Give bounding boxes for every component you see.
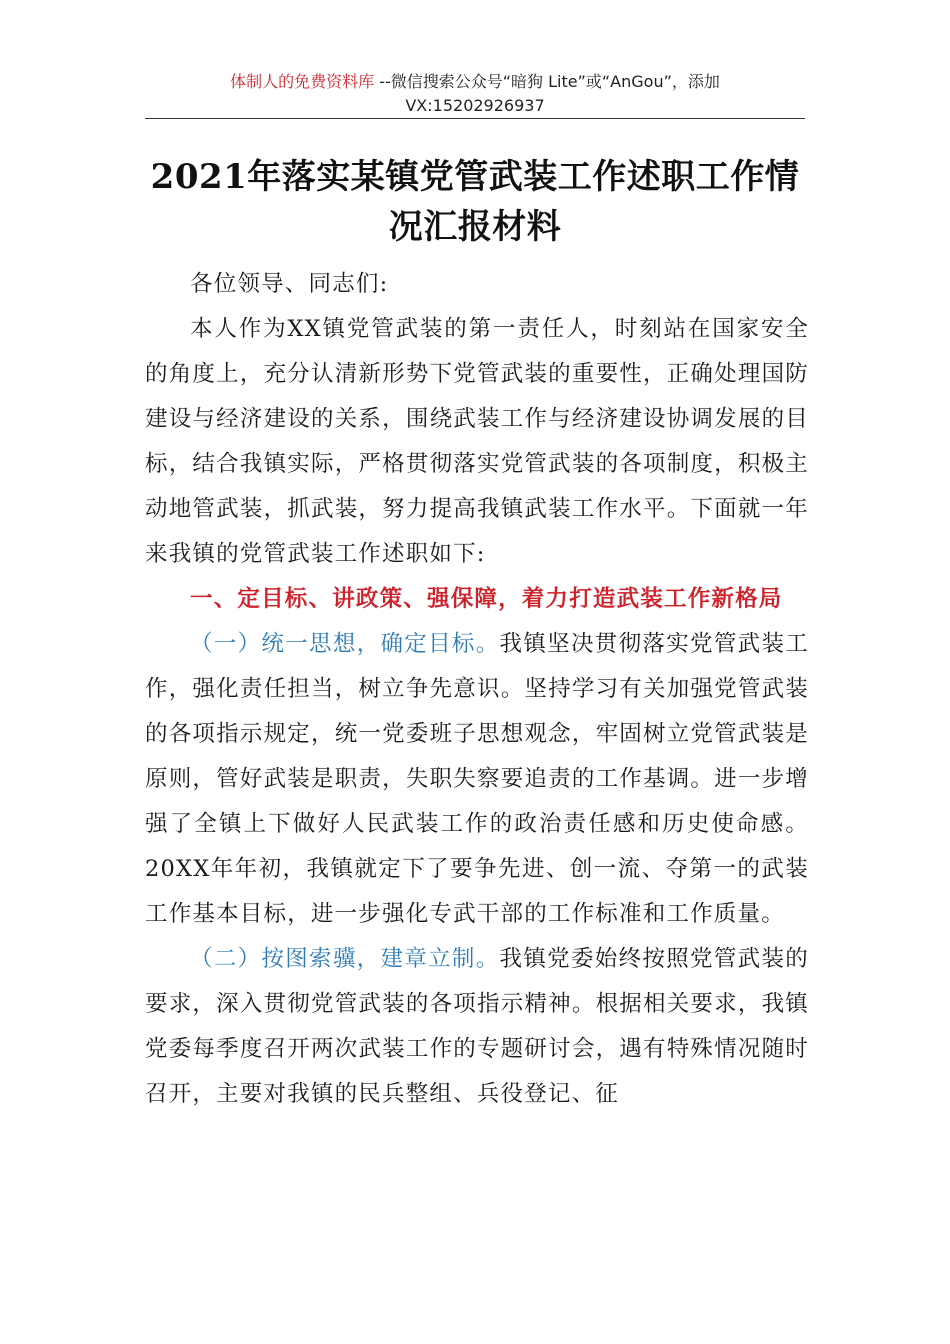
title-line-2: 况汇报材料 xyxy=(388,207,562,247)
intro-paragraph: 本人作为XX镇党管武装的第一责任人，时刻站在国家安全的角度上，充分认清新形势下党管武装的重要性，正确处理国防建设与经济建设的关系，围绕武装工作与经济建设协调发展的目标，结合我镇实际，严格贯彻落实党管武装的各项制度，积极主动地管武装，抓武装，努力提高我镇武装工作水平。下面就一年来我镇的党管武装工作述职如下: xyxy=(145,316,809,567)
header-info-1: --微信搜索公众号“暗狗 Lite”或“AnGou”，添加 xyxy=(374,72,720,91)
salutation: 各位领导、同志们: xyxy=(190,271,389,297)
document-body xyxy=(145,262,809,1117)
page-header xyxy=(145,70,805,118)
header-divider xyxy=(145,118,805,119)
document-title xyxy=(145,152,805,252)
subsection-2-paragraph xyxy=(145,937,809,1117)
title-line-1: 2021年落实某镇党管武装工作述职工作情 xyxy=(150,157,800,197)
header-line-1 xyxy=(145,70,805,94)
subsection-2-heading: （二）按图索骥，建章立制。 xyxy=(190,946,500,972)
subsection-1-paragraph xyxy=(145,622,809,937)
subsection-1-text: 我镇坚决贯彻落实党管武装工作，强化责任担当，树立争先意识。坚持学习有关加强党管武装的各项指示规定，统一党委班子思想观念，牢固树立党管武装是原则，管好武装是职责，失职失察要追责的工作基调。进一步增强了全镇上下做好人民武装工作的政治责任感和历史使命感。20XX年年初，我镇就定下了要争先进、创一流、夺第一的武装工作基本目标，进一步强化专武干部的工作标准和工作质量。 xyxy=(145,631,809,927)
subsection-1-heading: （一）统一思想，确定目标。 xyxy=(190,631,500,657)
header-brand: 体制人的免费资料库 xyxy=(230,72,375,91)
header-info-2: VX:15202926937 xyxy=(405,96,545,115)
subsection-2-text: 我镇党委始终按照党管武装的要求，深入贯彻党管武装的各项指示精神。根据相关要求，我镇党委每季度召开两次武装工作的专题研讨会，遇有特殊情况随时召开，主要对我镇的民兵整组、兵役登记、征 xyxy=(145,946,809,1107)
section-1-heading: 一、定目标、讲政策、强保障，着力打造武装工作新格局 xyxy=(190,586,783,612)
